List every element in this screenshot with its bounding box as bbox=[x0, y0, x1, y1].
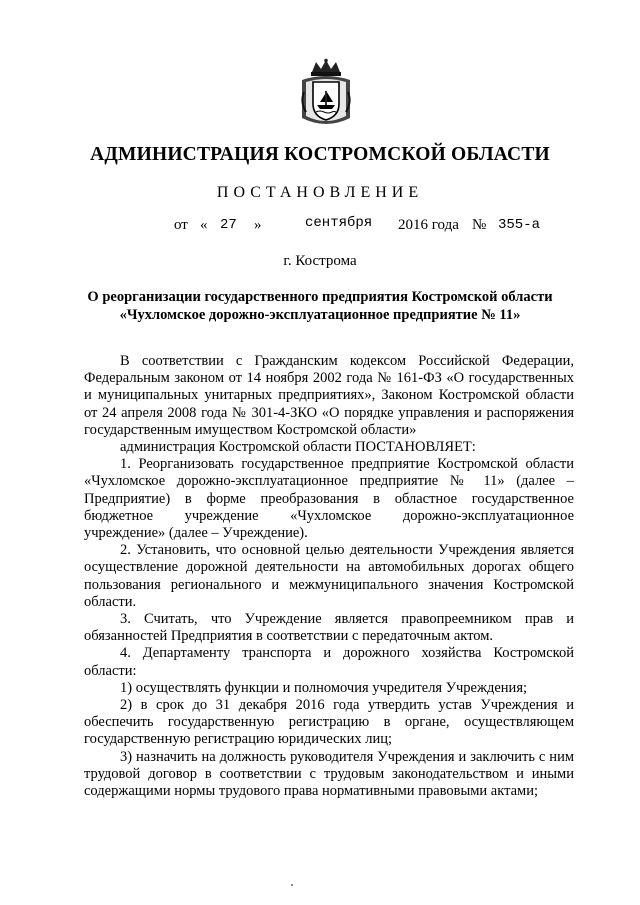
clause-3: 3. Считать, что Учреждение является правопреемником прав и обязанностей Предприятия в соответствии с передаточным актом. bbox=[84, 611, 574, 645]
subject-line-1: О реорганизации государственного предприятия Костромской области bbox=[87, 289, 553, 305]
document-subject bbox=[60, 288, 580, 324]
subject-line-2: «Чухломское дорожно-эксплуатационное предприятие № 11» bbox=[119, 307, 521, 323]
city: г. Кострома bbox=[283, 253, 357, 269]
document-number: 355-а bbox=[498, 217, 541, 233]
clause-1: 1. Реорганизовать государственное предприятие Костромской области «Чухломское дорожно-эксплуатационное предприятие № 11» (далее – Предприятие) в форме преобразования в областное государственное бюджетное учреждение «Чухломское дорожно-эксплуатационное учреждение» (далее – Учреждение). bbox=[84, 456, 574, 542]
document-type: ПОСТАНОВЛЕНИЕ bbox=[216, 184, 424, 201]
date-close-quote: » bbox=[254, 217, 262, 233]
decree-line: администрация Костромской области ПОСТАНОВЛЯЕТ: bbox=[120, 439, 476, 456]
preamble-paragraph: В соответствии с Гражданским кодексом Российской Федерации, Федеральным законом от 14 ноября 2002 года № 161-ФЗ «О государственных и муниципальных унитарных предприятиях», Законом Костромской области от 24 апреля 2008 года № 301-4-ЗКО «О порядке управления и распоряжения государственным имуществом Костромской области» bbox=[84, 353, 574, 438]
clause-4: 4. Департаменту транспорта и дорожного хозяйства Костромской области: bbox=[84, 645, 574, 679]
kostroma-coat-of-arms-icon bbox=[298, 58, 354, 130]
clause-4-1: 1) осуществлять функции и полномочия учредителя Учреждения; bbox=[120, 679, 528, 696]
date-day: 27 bbox=[220, 217, 237, 233]
number-sign: № bbox=[472, 217, 487, 233]
date-year: 2016 года bbox=[398, 217, 459, 233]
date-prefix: от bbox=[174, 217, 188, 233]
organization-title: АДМИНИСТРАЦИЯ КОСТРОМСКОЙ ОБЛАСТИ bbox=[90, 144, 550, 165]
clause-4-3: 3) назначить на должность руководителя Учреждения и заключить с ним трудовой договор в соответствии с трудовым законодательством и иными содержащими нормы трудового права нормативными правовыми актами; bbox=[84, 748, 574, 800]
clause-4-2: 2) в срок до 31 декабря 2016 года утвердить устав Учреждения и обеспечить государственную регистрацию в органе, осуществляющем государственную регистрацию юридических лиц; bbox=[84, 697, 574, 748]
clause-2: 2. Установить, что основной целью деятельности Учреждения является осуществление дорожной деятельности на автомобильных дорогах общего пользования регионального и межмуниципального значения Костромской области. bbox=[84, 542, 574, 610]
page-mark bbox=[291, 884, 293, 886]
date-month: сентября bbox=[305, 215, 373, 231]
date-open-quote: « bbox=[200, 217, 208, 233]
document-body bbox=[84, 353, 574, 800]
